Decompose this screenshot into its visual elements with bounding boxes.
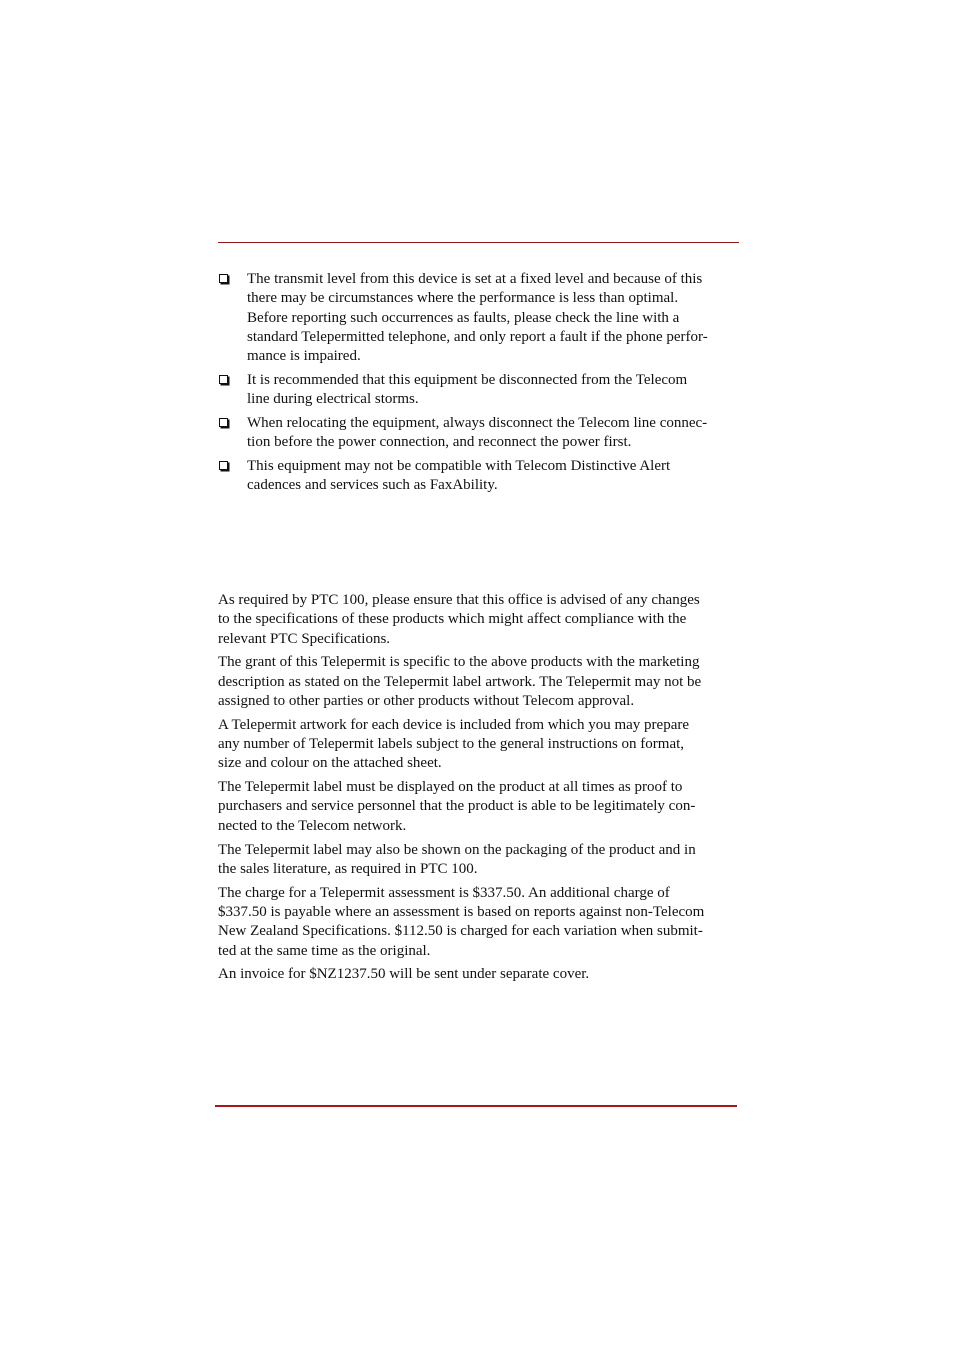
bullet-item-compatibility	[218, 457, 740, 496]
bullet-line: This equipment may not be compatible with Telecom Distinctive Alert	[247, 458, 671, 475]
paragraph-line: the sales literature, as required in PTC 100.	[218, 860, 478, 877]
paragraph-line: to the specifications of these products which might affect compliance with the	[218, 611, 687, 628]
paragraph-line: The Telepermit label must be displayed on the product at all times as proof to	[218, 779, 683, 796]
paragraph-line: any number of Telepermit labels subject to the general instructions on format,	[218, 736, 685, 753]
paragraph-line: description as stated on the Telepermit label artwork. The Telepermit may not be	[218, 673, 702, 690]
checkbox-bullet-icon	[219, 418, 228, 427]
checkbox-bullet-icon	[219, 375, 228, 384]
paragraph-line: An invoice for $NZ1237.50 will be sent under separate cover.	[218, 966, 590, 983]
bullet-list	[218, 270, 740, 500]
bullet-item-transmit-level	[218, 270, 740, 366]
bullet-line: When relocating the equipment, always disconnect the Telecom line connec-	[247, 415, 708, 432]
paragraph-line: New Zealand Specifications. $112.50 is charged for each variation when submit-	[218, 923, 703, 940]
bullet-line: standard Telepermitted telephone, and only report a fault if the phone perfor-	[247, 328, 708, 345]
paragraph-grant	[218, 653, 740, 711]
paragraph-line: assigned to other parties or other products without Telecom approval.	[218, 692, 635, 709]
paragraph-ptc-100	[218, 591, 740, 649]
bullet-item-electrical-storms	[218, 371, 740, 410]
paragraph-line: purchasers and service personnel that the product is able to be legitimately con-	[218, 798, 696, 815]
paragraph-line: The grant of this Telepermit is specific to the above products with the marketing	[218, 654, 700, 671]
paragraph-line: A Telepermit artwork for each device is included from which you may prepare	[218, 716, 689, 733]
paragraph-line: $337.50 is payable where an assessment is based on reports against non-Telecom	[218, 903, 705, 920]
top-divider	[218, 242, 739, 243]
paragraph-packaging	[218, 841, 740, 880]
bullet-line: It is recommended that this equipment be disconnected from the Telecom	[247, 371, 688, 388]
bullet-line: Before reporting such occurrences as faults, please check the line with a	[247, 309, 680, 326]
paragraph-line: size and colour on the attached sheet.	[218, 755, 442, 772]
bullet-line: cadences and services such as FaxAbility.	[247, 477, 498, 494]
checkbox-bullet-icon	[219, 461, 228, 470]
paragraph-invoice	[218, 965, 740, 984]
paragraph-label-displayed	[218, 778, 740, 836]
paragraph-charges	[218, 884, 740, 961]
paragraph-line: The Telepermit label may also be shown on the packaging of the product and in	[218, 841, 696, 858]
bullet-line: line during electrical storms.	[247, 391, 419, 408]
body-paragraphs	[218, 591, 740, 989]
paragraph-line: nected to the Telecom network.	[218, 817, 407, 834]
bottom-divider	[215, 1105, 737, 1107]
checkbox-bullet-icon	[219, 274, 228, 283]
paragraph-line: As required by PTC 100, please ensure that this office is advised of any changes	[218, 592, 700, 608]
bullet-line: there may be circumstances where the performance is less than optimal.	[247, 290, 679, 307]
paragraph-line: ted at the same time as the original.	[218, 942, 431, 959]
paragraph-artwork	[218, 716, 740, 774]
bullet-line: mance is impaired.	[247, 348, 361, 365]
bullet-line: The transmit level from this device is set at a fixed level and because of this	[247, 271, 703, 287]
paragraph-line: relevant PTC Specifications.	[218, 630, 391, 647]
bullet-item-relocating	[218, 414, 740, 453]
paragraph-line: The charge for a Telepermit assessment is $337.50. An additional charge of	[218, 884, 670, 901]
bullet-line: tion before the power connection, and reconnect the power first.	[247, 434, 632, 451]
